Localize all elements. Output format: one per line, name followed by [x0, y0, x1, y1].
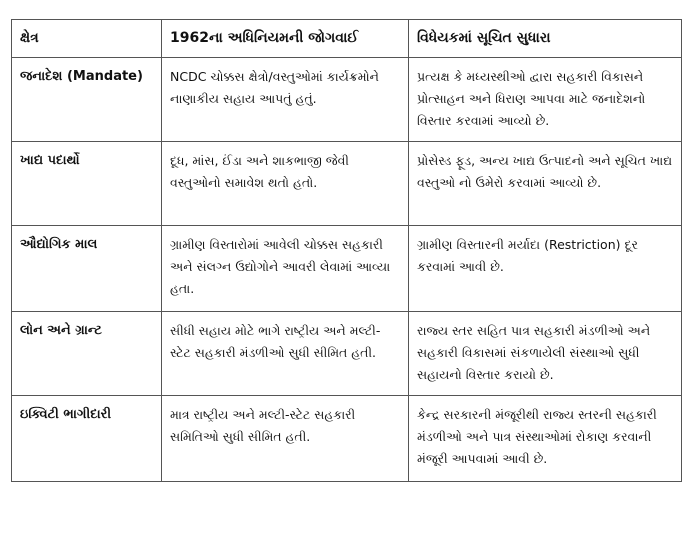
table-row — [12, 58, 682, 142]
row-provision-1962: માત્ર રાષ્ટ્રીય અને મલ્ટી-સ્ટેટ સહકારી સમિતિઓ સુધી સીમિત હતી. — [162, 396, 409, 482]
row-field: ઇક્વિટી ભાગીદારી — [12, 396, 162, 482]
row-provision-1962: સીધી સહાય મોટે ભાગે રાષ્ટ્રીય અને મલ્ટી-સ્ટેટ સહકારી મંડળીઓ સુધી સીમિત હતી. — [162, 312, 409, 396]
row-provision-1962: ગ્રામીણ વિસ્તારોમાં આવેલી ચોક્કસ સહકારી અને સંલગ્ન ઉદ્યોગોને આવરી લેવામાં આવ્યા હતા. — [162, 226, 409, 312]
row-provision-1962: NCDC ચોક્કસ ક્ષેત્રો/વસ્તુઓમાં કાર્યક્રમોને નાણાકીય સહાય આપતું હતું. — [162, 58, 409, 142]
row-field: લોન અને ગ્રાન્ટ — [12, 312, 162, 396]
row-field: જનાદેશ (Mandate) — [12, 58, 162, 142]
row-provision-1962: દૂધ, માંસ, ઈંડા અને શાકભાજી જેવી વસ્તુઓનો સમાવેશ થતો હતો. — [162, 142, 409, 226]
row-proposed-amendment: ગ્રામીણ વિસ્તારની મર્યાદા (Restriction) દૂર કરવામાં આવી છે. — [409, 226, 682, 312]
row-proposed-amendment: કેન્દ્ર સરકારની મંજૂરીથી રાજ્ય સ્તરની સહકારી મંડળીઓ અને પાત્ર સંસ્થાઓમાં રોકાણ કરવાની મંજૂરી આપવામાં આવી છે. — [409, 396, 682, 482]
header-proposed-amendment: વિધેયકમાં સૂચિત સુધારા — [409, 20, 682, 58]
header-field: ક્ષેત્ર — [12, 20, 162, 58]
table-row — [12, 142, 682, 226]
table-row — [12, 226, 682, 312]
row-field: ઔદ્યોગિક માલ — [12, 226, 162, 312]
comparison-table — [11, 19, 682, 482]
row-proposed-amendment: પ્રત્યક્ષ કે મધ્યસ્થીઓ દ્વારા સહકારી વિકાસને પ્રોત્સાહન અને ધિરાણ આપવા માટે જનાદેશનો વિસ્તાર કરવામાં આવ્યો છે. — [409, 58, 682, 142]
table-row — [12, 396, 682, 482]
table-header-row — [12, 20, 682, 58]
row-proposed-amendment: પ્રોસેસ્ડ ફૂડ, અન્ય ખાદ્ય ઉત્પાદનો અને સૂચિત ખાદ્ય વસ્તુઓ નો ઉમેરો કરવામાં આવ્યો છે. — [409, 142, 682, 226]
header-provision-1962: 1962ના અધિનિયમની જોગવાઈ — [162, 20, 409, 58]
row-field: ખાદ્ય પદાર્થો — [12, 142, 162, 226]
table-row — [12, 312, 682, 396]
row-proposed-amendment: રાજ્ય સ્તર સહિત પાત્ર સહકારી મંડળીઓ અને સહકારી વિકાસમાં સંકળાયેલી સંસ્થાઓ સુધી સહાયનો વિસ્તાર કરાયો છે. — [409, 312, 682, 396]
